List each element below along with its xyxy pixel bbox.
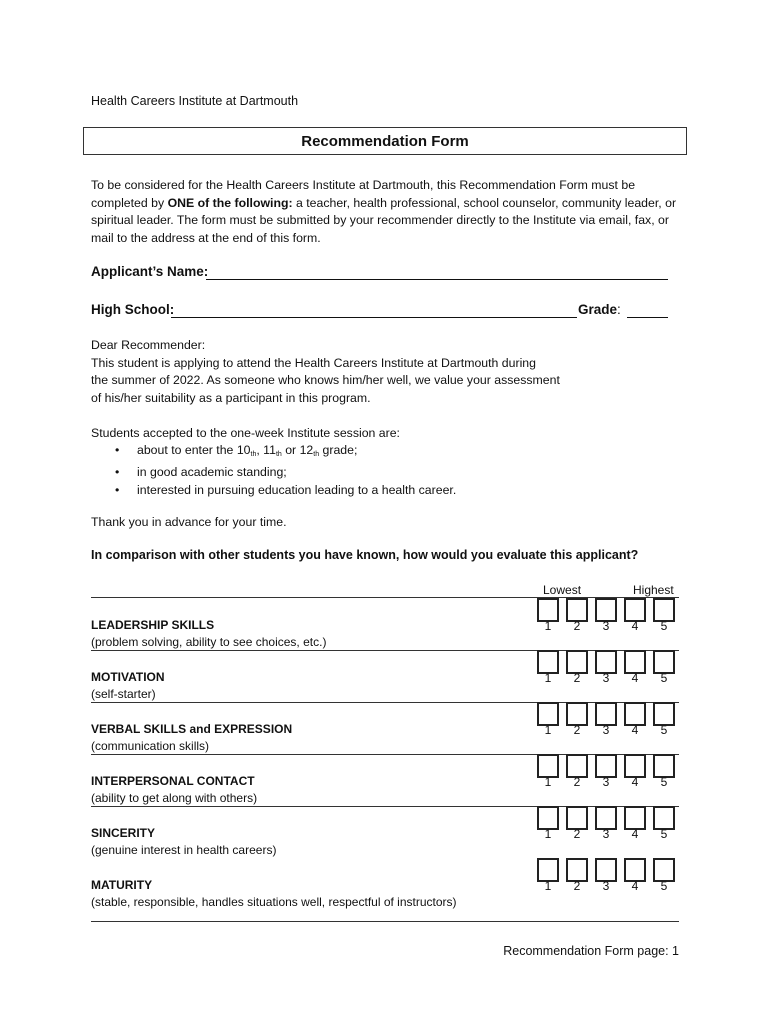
bullet3-text: interested in pursuing education leading to a health career. bbox=[137, 483, 457, 498]
grade-colon: : bbox=[617, 302, 621, 317]
bullet1-text-d: grade; bbox=[319, 443, 358, 457]
letter-line-2: the summer of 2022. As someone who knows him/her well, we value your assessment bbox=[91, 373, 560, 388]
rating-row bbox=[91, 806, 679, 858]
ordinal-suffix: th bbox=[250, 451, 257, 458]
lowest-label: Lowest bbox=[543, 583, 582, 597]
bullet1-text-c: or 12 bbox=[281, 443, 314, 457]
rating-number: 2 bbox=[573, 671, 581, 685]
rating-description: (ability to get along with others) bbox=[91, 791, 258, 805]
high-school-field[interactable] bbox=[171, 317, 577, 318]
page-footer: Recommendation Form page: 1 bbox=[503, 944, 679, 958]
rating-number: 4 bbox=[631, 879, 639, 893]
rating-number: 1 bbox=[544, 619, 552, 633]
bullet-dot: • bbox=[115, 443, 120, 457]
rating-description: (self-starter) bbox=[91, 687, 156, 701]
high-school-label: High School: bbox=[91, 302, 175, 317]
intro-text-1: To be considered for the Health Careers Institute at Dartmouth, this Recommendation Form must be completed by bbox=[91, 178, 636, 210]
rating-number: 1 bbox=[544, 827, 552, 841]
rating-number: 2 bbox=[573, 879, 581, 893]
rating-number: 1 bbox=[544, 775, 552, 789]
bullet-dot: • bbox=[115, 483, 120, 498]
rating-label: INTERPERSONAL CONTACT bbox=[91, 774, 255, 788]
rating-label: SINCERITY bbox=[91, 826, 156, 840]
rating-number: 3 bbox=[602, 879, 610, 893]
rating-number: 4 bbox=[631, 827, 639, 841]
rating-description: (genuine interest in health careers) bbox=[91, 843, 277, 857]
rating-description: (stable, responsible, handles situations well, respectful of instructors) bbox=[91, 895, 457, 909]
list-item bbox=[91, 441, 651, 463]
rating-number: 1 bbox=[544, 671, 552, 685]
rating-number: 4 bbox=[631, 619, 639, 633]
rating-number: 2 bbox=[573, 619, 581, 633]
evaluation-question: In comparison with other students you have known, how would you evaluate this applicant? bbox=[91, 548, 639, 562]
letter-body bbox=[91, 337, 651, 407]
bullet-dot: • bbox=[115, 464, 120, 479]
rating-row bbox=[91, 858, 679, 910]
rating-number: 5 bbox=[660, 879, 668, 893]
rating-number: 3 bbox=[602, 671, 610, 685]
rating-row bbox=[91, 754, 679, 806]
organization-header: Health Careers Institute at Dartmouth bbox=[91, 94, 299, 108]
rating-number: 1 bbox=[544, 879, 552, 893]
applicant-name-field[interactable] bbox=[206, 279, 668, 280]
highest-label: Highest bbox=[633, 583, 674, 597]
rating-row bbox=[91, 702, 679, 754]
letter-line-3: of his/her suitability as a participant in this program. bbox=[91, 390, 371, 405]
bullet1-text-b: , 11 bbox=[256, 443, 276, 457]
applicant-name-label: Applicant’s Name: bbox=[91, 264, 209, 279]
intro-paragraph bbox=[91, 177, 691, 247]
rating-number: 5 bbox=[660, 619, 668, 633]
rating-number: 1 bbox=[544, 723, 552, 737]
accepted-intro: Students accepted to the one-week Institute session are: bbox=[91, 426, 400, 440]
title-box bbox=[83, 127, 687, 155]
rating-label: VERBAL SKILLS and EXPRESSION bbox=[91, 722, 293, 736]
rating-number: 2 bbox=[573, 775, 581, 789]
rating-number: 3 bbox=[602, 723, 610, 737]
rating-description: (problem solving, ability to see choices, etc.) bbox=[91, 635, 327, 649]
grade-label bbox=[578, 302, 621, 317]
rating-number: 5 bbox=[660, 775, 668, 789]
rating-label: LEADERSHIP SKILLS bbox=[91, 618, 215, 632]
rating-number: 3 bbox=[602, 827, 610, 841]
rating-number: 4 bbox=[631, 671, 639, 685]
grade-label-text: Grade bbox=[578, 302, 618, 317]
rating-row bbox=[91, 650, 679, 702]
ordinal-suffix: th bbox=[313, 451, 320, 458]
rating-label: MOTIVATION bbox=[91, 670, 165, 684]
intro-text-2: a teacher, health professional, school counselor, community leader, or spiritual leader. The form must be submitted by your recommender directly to the Institute via email, fax, or mail to the address at the end of this form. bbox=[91, 195, 677, 245]
bullet1-text-a: about to enter the 10 bbox=[137, 443, 251, 457]
salutation: Dear Recommender: bbox=[91, 338, 206, 352]
thanks-line: Thank you in advance for your time. bbox=[91, 515, 287, 529]
rating-description: (communication skills) bbox=[91, 739, 210, 753]
rating-row bbox=[91, 598, 679, 650]
rating-number: 3 bbox=[602, 775, 610, 789]
rating-number: 3 bbox=[602, 619, 610, 633]
rating-label: MATURITY bbox=[91, 878, 153, 892]
rating-number: 2 bbox=[573, 827, 581, 841]
rating-number: 4 bbox=[631, 723, 639, 737]
ordinal-suffix: th bbox=[275, 451, 282, 458]
letter-line-1: This student is applying to attend the Health Careers Institute at Dartmouth during bbox=[91, 355, 536, 370]
rating-number: 4 bbox=[631, 775, 639, 789]
row-divider bbox=[91, 921, 679, 922]
list-item bbox=[91, 463, 651, 482]
grade-field[interactable] bbox=[627, 317, 668, 318]
intro-bold: ONE of the following: bbox=[167, 195, 293, 210]
form-title: Recommendation Form bbox=[301, 132, 469, 150]
rating-number: 5 bbox=[660, 827, 668, 841]
rating-number: 5 bbox=[660, 723, 668, 737]
rating-number: 2 bbox=[573, 723, 581, 737]
criteria-list bbox=[91, 441, 651, 500]
bullet2-text: in good academic standing; bbox=[137, 464, 287, 479]
rating-number: 5 bbox=[660, 671, 668, 685]
list-item bbox=[91, 481, 651, 500]
